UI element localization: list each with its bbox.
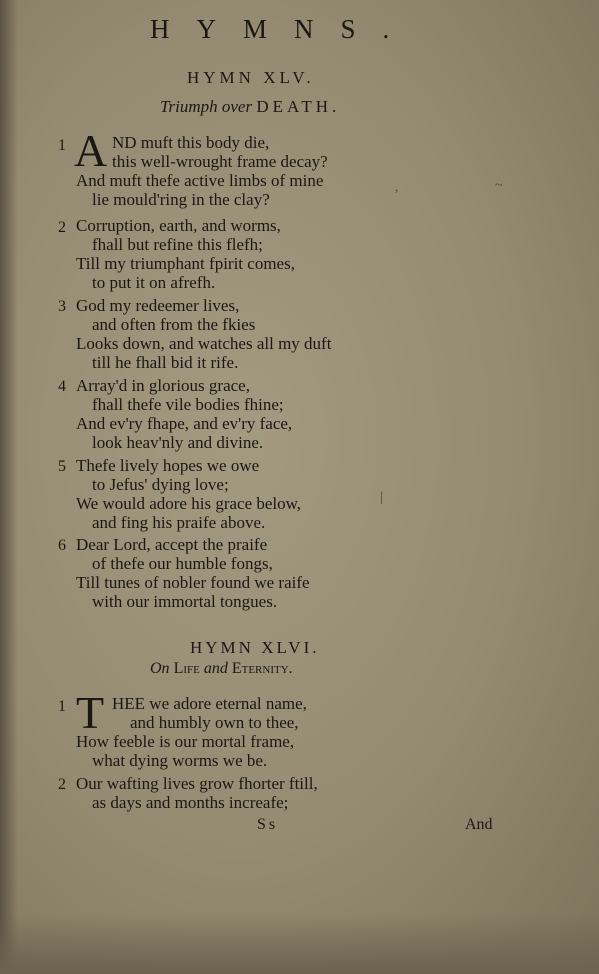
stanza-line: Array'd in glorious grace, bbox=[76, 376, 250, 395]
hymn-45-title: HYMN XLV. bbox=[187, 68, 315, 87]
stanza-line: Dear Lord, accept the praife bbox=[76, 535, 268, 554]
stanza-line: God my redeemer lives, bbox=[76, 296, 240, 315]
hymn-46-subtitle-life: Life bbox=[173, 660, 200, 677]
stanza-line: and fing his praife above. bbox=[92, 513, 266, 532]
stanza-line: We would adore his grace below, bbox=[76, 494, 302, 513]
stanza-line: Corruption, earth, and worms, bbox=[76, 216, 281, 235]
stanza-number: 5 bbox=[58, 458, 66, 475]
stanza-line: Till my triumphant fpirit comes, bbox=[76, 254, 295, 273]
stanza-line: And muft thefe active limbs of mine bbox=[76, 171, 324, 190]
hymn-45-subtitle-italic: Triumph over bbox=[160, 97, 253, 116]
stanza-number: 2 bbox=[58, 776, 66, 793]
stanza-line: to put it on afrefh. bbox=[92, 273, 216, 292]
stanza-line: How feeble is our mortal frame, bbox=[76, 732, 295, 751]
hymn-45-subtitle bbox=[160, 97, 340, 117]
stanza-line: look heav'nly and divine. bbox=[92, 433, 264, 452]
stanza-line: what dying worms we be. bbox=[92, 751, 268, 770]
hymn-45-subtitle-caps: DEATH. bbox=[256, 97, 341, 116]
page-shadow-bottom bbox=[0, 914, 599, 974]
hymn-46-subtitle bbox=[150, 660, 293, 678]
running-head: HYMNS. bbox=[150, 14, 417, 44]
page-shadow-left bbox=[0, 0, 18, 974]
stanza-line: with our immortal tongues. bbox=[92, 592, 278, 611]
stanza-line: this well-wrought frame decay? bbox=[112, 152, 328, 171]
hymn-46-subtitle-eternity: Eternity. bbox=[231, 660, 293, 677]
stanza-line: to Jefus' dying love; bbox=[92, 475, 229, 494]
hymn-46-title: HYMN XLVI. bbox=[190, 638, 320, 657]
stanza-line: Our wafting lives grow fhorter ftill, bbox=[76, 774, 318, 793]
stanza-line: HEE we adore eternal name, bbox=[112, 694, 307, 713]
stanza-line: And ev'ry fhape, and ev'ry face, bbox=[76, 414, 293, 433]
stanza-line: of thefe our humble fongs, bbox=[92, 554, 273, 573]
stanza-line: Thefe lively hopes we owe bbox=[76, 456, 260, 475]
ink-speck: ~ bbox=[495, 178, 503, 193]
ink-speck: | bbox=[380, 490, 383, 505]
hymn-46-subtitle-and: and bbox=[203, 660, 228, 677]
signature-mark: Ss bbox=[257, 816, 279, 833]
stanza-line: ND muft this body die, bbox=[112, 133, 270, 152]
stanza-line: fhall but refine this flefh; bbox=[92, 235, 263, 254]
hymn-46-subtitle-on: On bbox=[150, 660, 170, 677]
stanza-number: 6 bbox=[58, 537, 66, 554]
stanza-number: 4 bbox=[58, 378, 66, 395]
stanza-line: lie mould'ring in the clay? bbox=[92, 190, 270, 209]
stanza-line: fhall thefe vile bodies fhine; bbox=[92, 395, 284, 414]
stanza-line: Till tunes of nobler found we raife bbox=[76, 573, 310, 592]
drop-cap: T bbox=[76, 687, 105, 738]
stanza-line: till he fhall bid it rife. bbox=[92, 353, 239, 372]
stanza-line: and often from the fkies bbox=[92, 315, 256, 334]
stanza-line: Looks down, and watches all my duft bbox=[76, 334, 332, 353]
stanza-number: 2 bbox=[58, 219, 66, 236]
stanza-line: and humbly own to thee, bbox=[130, 713, 299, 732]
stanza-number: 1 bbox=[58, 137, 66, 154]
stanza-number: 1 bbox=[58, 698, 66, 715]
stanza-number: 3 bbox=[58, 298, 66, 315]
catchword: And bbox=[465, 816, 493, 833]
ink-speck: , bbox=[395, 180, 399, 195]
drop-cap: A bbox=[74, 125, 108, 176]
stanza-line: as days and months increafe; bbox=[92, 793, 289, 812]
